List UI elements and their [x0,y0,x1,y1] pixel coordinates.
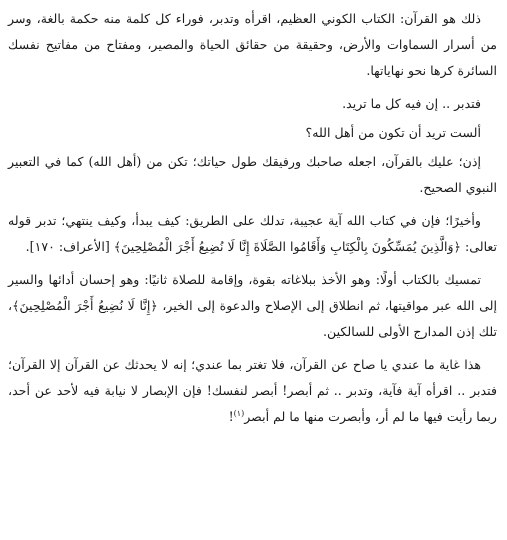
footnote-marker: (١) [233,408,245,418]
paragraph-text: وأخيرًا؛ فإن في كتاب الله آية عجيبة، تدلك على الطريق: كيف يبدأ، وكيف ينتهي؛ تدبر قوله تعالى: [8,213,497,254]
paragraph-text: تمسيك بالكتاب أولًا: وهو الأخذ ببلاغاته بقوة، وإقامة للصلاة ثانيًا: وهو إحسان أدائها والسير إلى الله عبر مواقيتها، ثم انطلاق إلى الإصلاح والدعوة إلى الخير، [8,272,497,313]
paragraph-p3 [8,120,497,146]
quran-verse: ﴿إِنَّا لَا نُضِيعُ أَجْرَ الْمُصْلِحِينَ﴾ [12,298,158,313]
paragraph-text: [الأعراف: ١٧٠]. [25,239,114,254]
paragraph-p5 [8,208,497,260]
paragraph-text: ! [228,409,234,424]
paragraph-text: فتدبر .. إن فيه كل ما تريد. [342,96,481,111]
quran-verse: ﴿وَالَّذِينَ يُمَسِّكُونَ بِالْكِتَابِ وَأَقَامُوا الصَّلَاةَ إِنَّا لَا نُضِيعُ أَجْرَ الْمُصْلِحِينَ﴾ [113,239,461,254]
paragraph-text: إذن؛ عليك بالقرآن، اجعله صاحبك ورفيقك طول حياتك؛ تكن من (أهل الله) كما في التعبير النبوي الصحيح. [8,154,497,195]
paragraph-p4 [8,149,497,201]
paragraph-p7 [8,352,497,430]
paragraph-p1 [8,6,497,84]
paragraph-p2 [8,91,497,117]
paragraph-p6 [8,267,497,345]
paragraph-text: ألست تريد أن تكون من أهل الله؟ [305,125,481,140]
paragraph-text: ذلك هو القرآن: الكتاب الكوني العظيم، اقرأه وتدبر، فوراء كل كلمة منه حكمة بالغة، وسر من أسرار السماوات والأرض، وحقيقة من حقائق الحياة والمصير، ومفتاح من مفاتيح نفسك السائرة كرها نحو نهاياتها. [8,11,497,78]
paragraph-text: ، تلك إذن المدارج الأولى للسالكين. [8,298,497,339]
paragraph-text: هذا غاية ما عندي يا صاح عن القرآن، فلا تغتر بما عندي؛ إنه لا يحدثك عن القرآن إلا القرآن؛ فتدبر .. اقرأه آية فآية، وتدبر .. ثم أبصر! أبصر لنفسك! فإن الإبصار لا نيابة فيه لأحد عن أحد، ربما رأيت فيها ما لم أر، وأبصرت منها ما لم أبصر [8,357,497,424]
